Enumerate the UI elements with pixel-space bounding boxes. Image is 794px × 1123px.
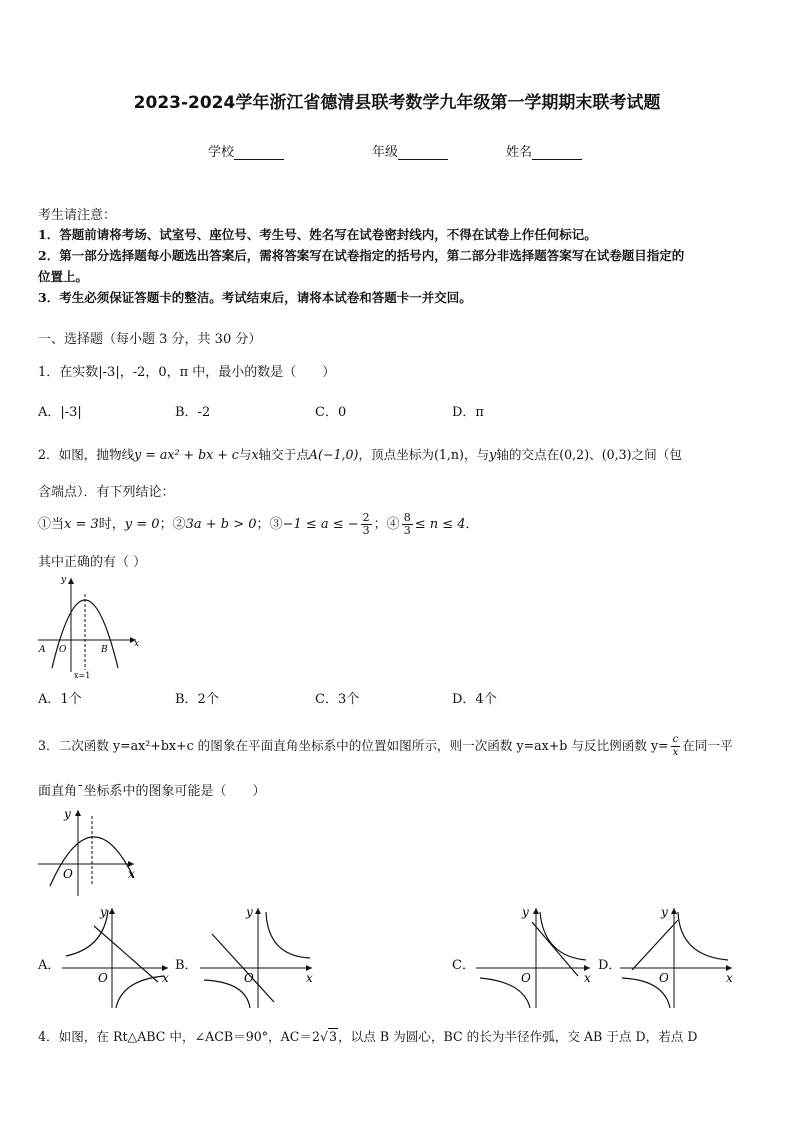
x-axis-label: x (306, 971, 313, 985)
q3-option-b-letter: B． (175, 958, 198, 973)
q2-parabola-expr: y = ax² + bx + c (134, 447, 239, 462)
q2-text: ，顶点坐标为 (358, 447, 434, 462)
q2-text: 、 (589, 447, 602, 462)
x-axis-label: x (162, 971, 169, 985)
hyperbola-branch (540, 912, 586, 960)
q2-math: ≤ n ≤ 4 (414, 517, 466, 532)
notice-item-2-cont: 位置上。 (38, 269, 89, 284)
q1-stem: 1．在实数|-3|，-2，0，π 中，最小的数是（ ） (38, 365, 336, 380)
section-heading: 一、选择题（每小题 3 分，共 30 分） (38, 332, 262, 347)
q2-fraction (402, 512, 413, 537)
q2-text: 与 (238, 447, 252, 462)
grade-label: 年级 (372, 145, 399, 160)
y-axis-arrow (671, 908, 677, 914)
q2-text: 之间（包 (631, 447, 682, 462)
q2-vertex: (1,n) (434, 447, 464, 462)
q4-sqrt: √3 (320, 1029, 338, 1044)
q3-option-a-graph (60, 904, 172, 1012)
q2-math: y = 0 (124, 517, 160, 532)
q3-option-b-graph (198, 904, 316, 1012)
q3-option-c-graph (474, 904, 594, 1012)
y-axis-arrow (533, 908, 539, 914)
q1-option-d: D．π (452, 405, 484, 420)
y-axis-arrow (255, 908, 261, 914)
q2-fraction (361, 512, 372, 537)
q2-text: 时， (98, 517, 125, 532)
q1-option-c: C．0 (315, 405, 347, 420)
y-axis-label: y (522, 905, 529, 919)
q2-text: 轴的交点在 (496, 447, 560, 462)
notice-item-2: 2．第一部分选择题每小题选出答案后，需将答案写在试卷指定的括号内，第二部分非选择题答案写在试卷题目指定的 (38, 248, 685, 263)
q2-line2: 含端点）．有下列结论： (38, 485, 175, 500)
q2-option-c: C．3个 (315, 692, 360, 707)
notice-item-1: 1．答题前请将考场、试室号、座位号、考生号、姓名写在试卷密封线内，不得在试卷上作任何标记。 (38, 227, 597, 242)
frac-den: x (672, 747, 679, 758)
q2-line1 (38, 444, 682, 463)
name-field (506, 141, 582, 160)
q3-parabola-graph (36, 806, 140, 902)
q2-y-var: y (489, 447, 497, 462)
frac-num: 2 (362, 511, 370, 524)
x-axis-label: x (726, 971, 733, 985)
school-label: 学校 (208, 145, 235, 160)
q4-stem (38, 1026, 697, 1045)
x-axis-label: x (128, 867, 135, 881)
q3-line2: 面直角ˉ坐标系中的图象可能是（ ） (38, 784, 266, 799)
q2-option-a: A．1个 (38, 692, 82, 707)
origin-label: O (59, 645, 67, 655)
name-blank (532, 147, 582, 160)
q2-math: 3a + b > 0 (185, 517, 257, 532)
origin-label: O (98, 971, 108, 985)
q3-option-c-letter: C． (452, 958, 475, 973)
hyperbola-branch (678, 912, 728, 960)
point-b-label: B (101, 645, 108, 655)
frac-den: 3 (362, 524, 370, 537)
notice-item-3: 3．考生必须保证答题卡的整洁。考试结束后，请将本试卷和答题卡一并交回。 (38, 290, 472, 305)
q2-question: 其中正确的有（ ） (38, 555, 147, 570)
q3-option-d-graph (618, 904, 736, 1012)
q2-text: ． (465, 517, 479, 532)
grade-blank (398, 147, 448, 160)
q2-option-b: B．2个 (175, 692, 219, 707)
q2-text: ；④ (373, 517, 400, 532)
origin-label: O (659, 971, 669, 985)
q3-option-a-letter: A． (38, 958, 61, 973)
q2-text: ；② (159, 517, 186, 532)
q2-text: ；③ (256, 517, 283, 532)
axis-of-symmetry-label: x=1 (74, 671, 91, 680)
y-axis-label: y (661, 905, 668, 919)
frac-num: 8 (403, 511, 411, 524)
y-axis-label: y (100, 905, 107, 919)
x-axis-label: x (584, 971, 591, 985)
q2-point-2: (0,3) (601, 447, 632, 462)
q3-fraction (671, 734, 681, 759)
name-label: 姓名 (506, 145, 533, 160)
y-axis-label: y (61, 575, 67, 585)
q3-line1 (38, 734, 733, 759)
q2-text: 轴交于点 (258, 447, 309, 462)
q2-option-d: D．4个 (452, 692, 497, 707)
x-axis-label: x (134, 639, 140, 649)
linear-function (632, 920, 678, 970)
q2-text: ，与 (463, 447, 490, 462)
frac-num: c (671, 734, 681, 747)
school-field (208, 141, 284, 160)
sqrt-radicand: 3 (329, 1029, 338, 1044)
q4-text: ，以点 B 为圆心，BC 的长为半径作弧，交 AB 于点 D，若点 D (338, 1029, 698, 1044)
notice-heading: 考生请注意： (38, 208, 117, 223)
q2-x-var: x (251, 447, 259, 462)
y-axis-arrow (109, 908, 115, 914)
q2-parabola-graph (34, 572, 144, 680)
q2-text: ①当 (38, 517, 65, 532)
q2-point-1: (0,2) (559, 447, 590, 462)
q3-option-d-letter: D． (598, 958, 622, 973)
y-axis-label: y (64, 807, 71, 821)
q2-math: −1 ≤ a ≤ − (282, 517, 359, 532)
q2-math: x = 3 (64, 517, 99, 532)
origin-label: O (63, 867, 73, 881)
q2-point-a: A(−1,0) (308, 447, 359, 462)
school-blank (234, 147, 284, 160)
q4-text: 4．如图，在 Rt△ABC 中，∠ACB＝90°，AC＝2 (38, 1029, 321, 1044)
y-axis-arrow (75, 810, 81, 816)
grade-field (372, 141, 448, 160)
q2-text: 2．如图，抛物线 (38, 447, 135, 462)
origin-label: O (521, 971, 531, 985)
frac-den: 3 (403, 524, 411, 537)
q3-text: 在同一平 (682, 738, 733, 753)
q2-conclusions (38, 512, 479, 537)
y-axis-label: y (246, 905, 253, 919)
origin-label: O (244, 971, 254, 985)
q1-option-b: B．-2 (175, 405, 211, 420)
point-a-label: A (39, 645, 46, 655)
q1-option-a: A．|-3| (38, 405, 82, 420)
page-title: 2023-2024学年浙江省德清县联考数学九年级第一学期期末联考试题 (133, 93, 661, 113)
q3-text: 3．二次函数 y=ax²+bx+c 的图象在平面直角坐标系中的位置如图所示，则一次函数 y=ax+b 与反比例函数 y= (38, 738, 669, 753)
hyperbola-branch (266, 912, 310, 958)
y-axis-arrow (68, 578, 74, 584)
